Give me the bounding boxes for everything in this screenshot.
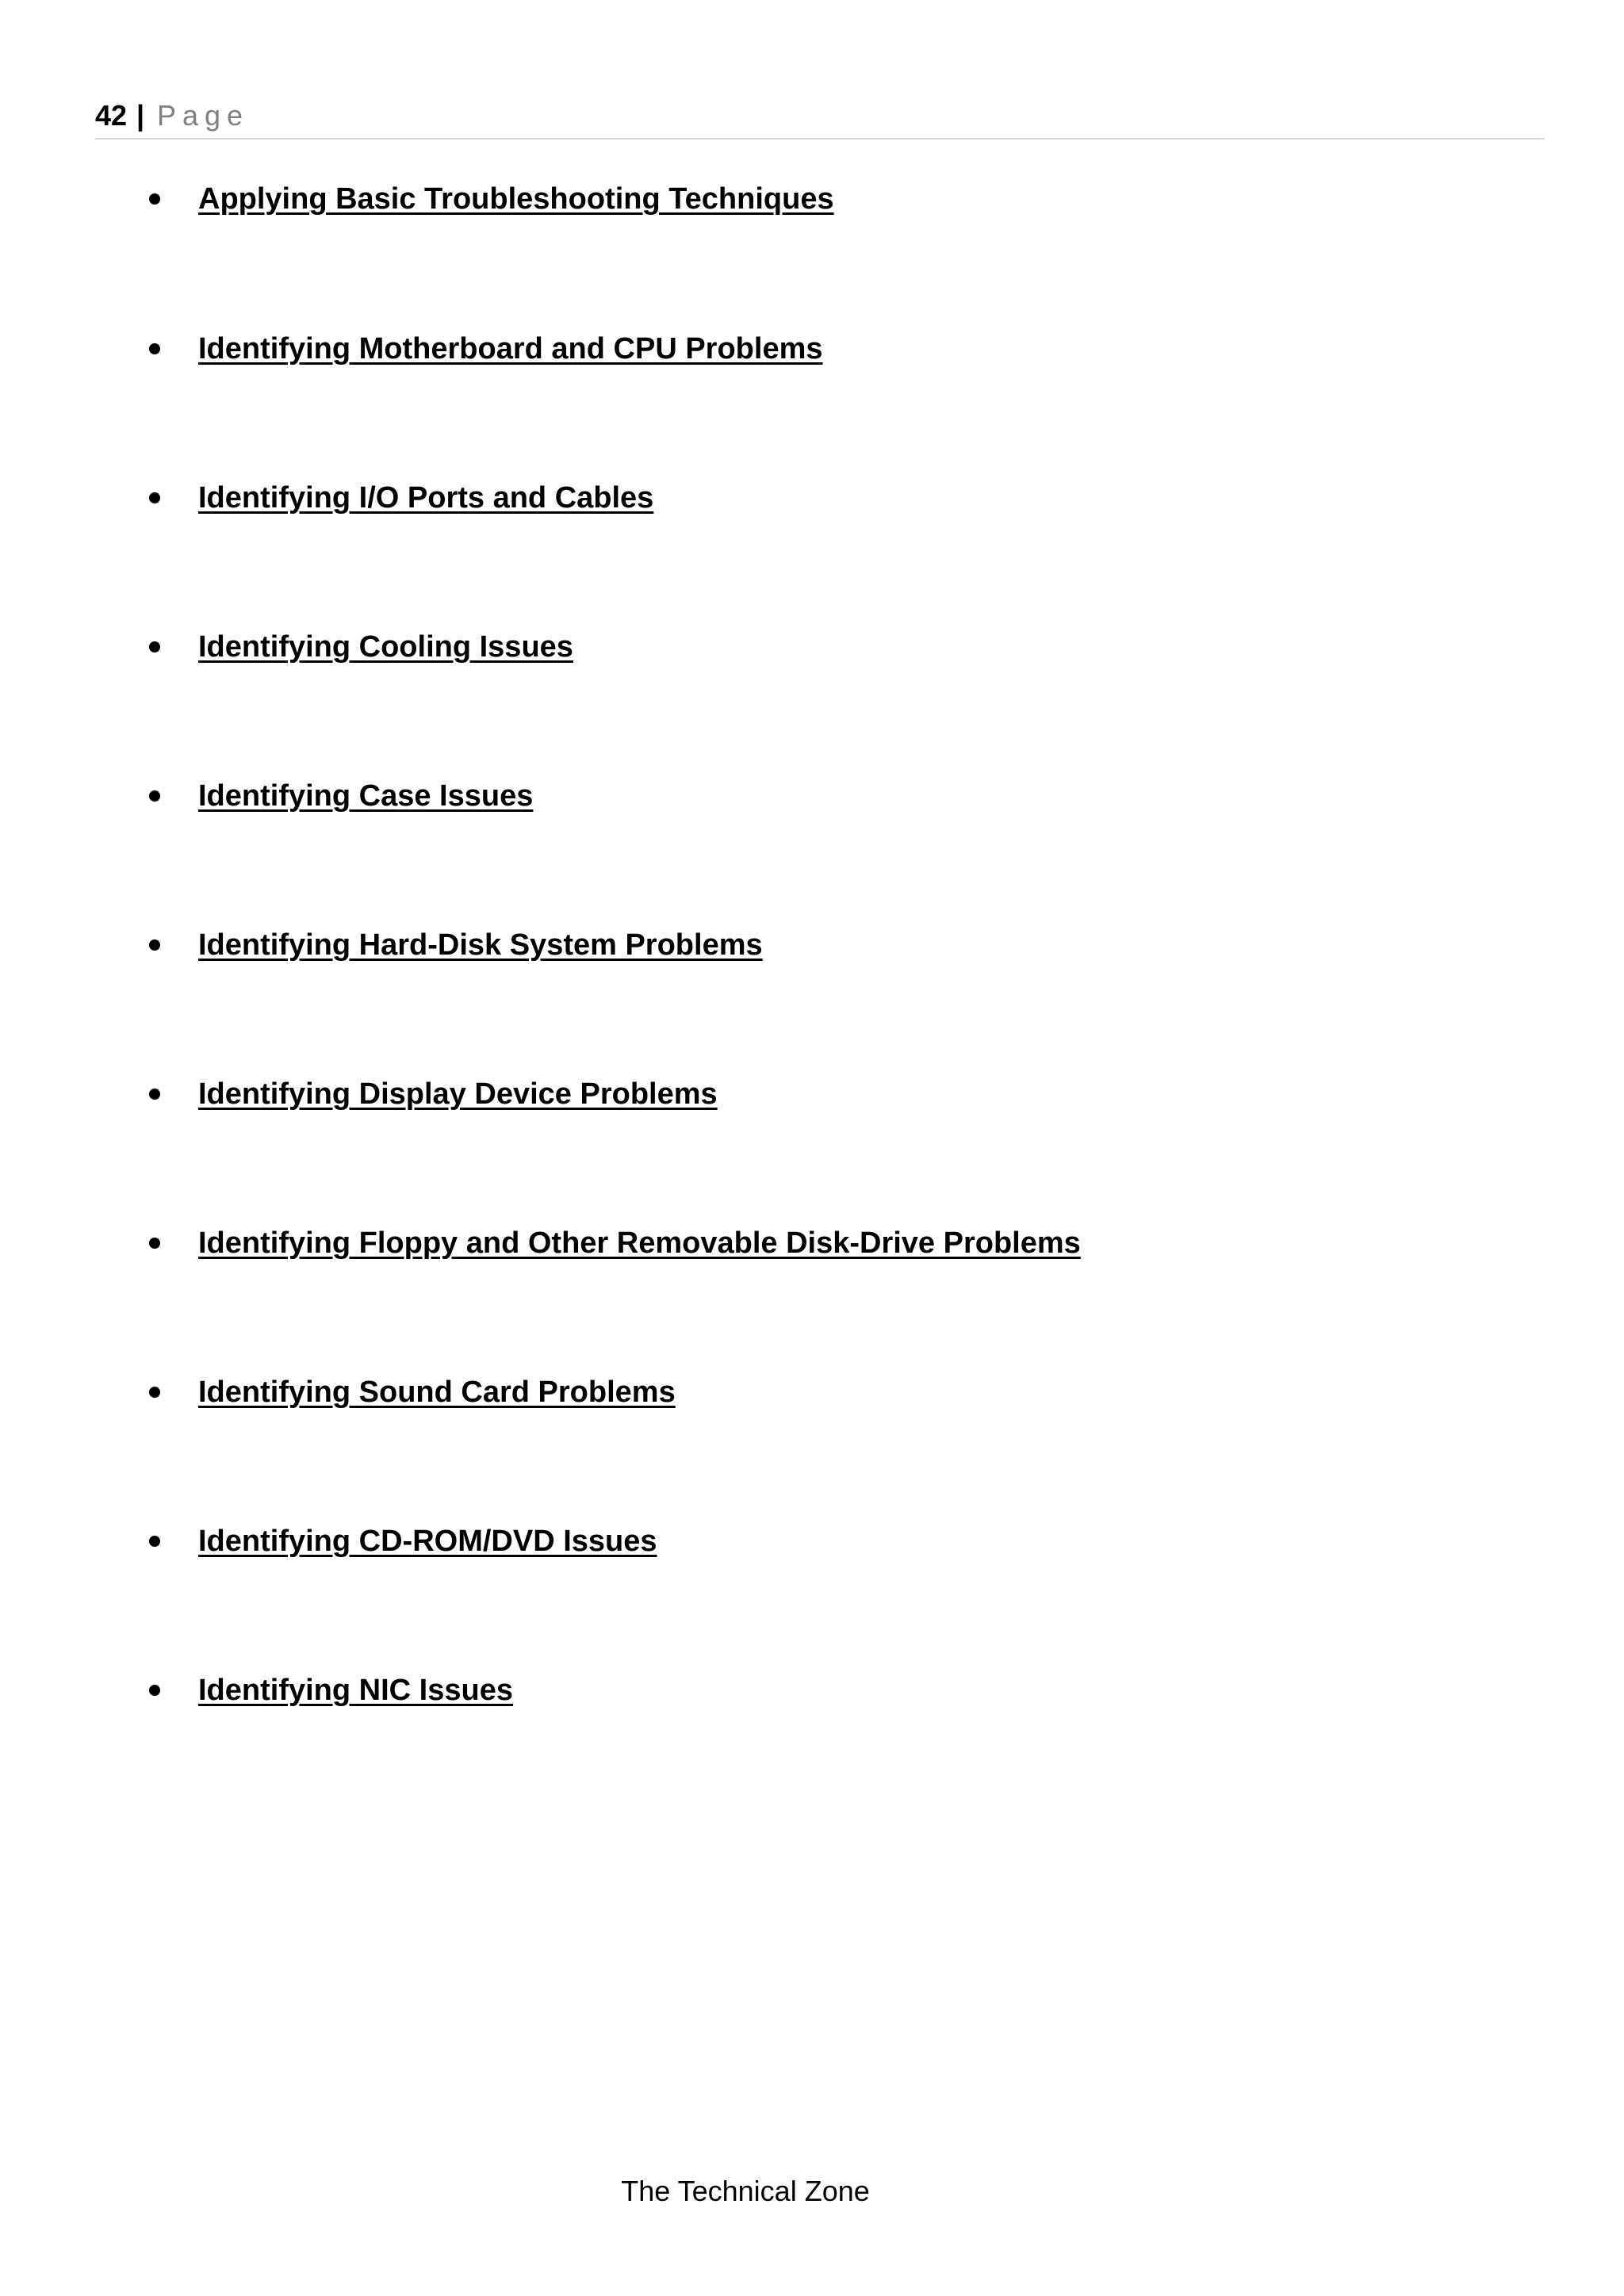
list-item: [143, 772, 533, 820]
list-item: [143, 921, 763, 969]
bullet-icon: [149, 1536, 160, 1547]
topic-link[interactable]: Identifying Motherboard and CPU Problems: [198, 332, 823, 365]
list-item: [143, 474, 653, 522]
bullet-icon: [149, 193, 160, 205]
page-label: Page: [157, 99, 250, 132]
topic-link[interactable]: Identifying Cooling Issues: [198, 630, 573, 664]
bullet-icon: [149, 790, 160, 802]
topic-link[interactable]: Identifying Floppy and Other Removable Disk-Drive Problems: [198, 1226, 1081, 1260]
list-item: [143, 623, 573, 671]
list-item: [143, 1517, 657, 1565]
page-number-separator: |: [136, 99, 145, 132]
topic-link[interactable]: Identifying Display Device Problems: [198, 1077, 718, 1111]
list-item: [143, 1667, 513, 1714]
bullet-icon: [149, 492, 160, 503]
topic-link[interactable]: Identifying Sound Card Problems: [198, 1376, 676, 1409]
topic-link[interactable]: Identifying CD-ROM/DVD Issues: [198, 1525, 657, 1558]
list-item: [143, 175, 834, 223]
list-item: [143, 1070, 718, 1118]
list-item: [143, 1368, 676, 1416]
list-item: [143, 325, 823, 373]
topic-link[interactable]: Applying Basic Troubleshooting Techniques: [198, 182, 834, 216]
topic-link[interactable]: Identifying I/O Ports and Cables: [198, 481, 654, 515]
bullet-icon: [149, 1387, 160, 1398]
page-footer: The Technical Zone: [621, 2175, 870, 2207]
topic-link[interactable]: Identifying Hard-Disk System Problems: [198, 928, 763, 962]
topic-link[interactable]: Identifying NIC Issues: [198, 1674, 513, 1707]
bullet-icon: [149, 1238, 160, 1249]
topic-link[interactable]: Identifying Case Issues: [198, 779, 534, 813]
bullet-icon: [149, 1685, 160, 1696]
bullet-icon: [149, 641, 160, 652]
bullet-icon: [149, 1089, 160, 1100]
bullet-icon: [149, 939, 160, 951]
page-number: 42: [95, 99, 128, 132]
list-item: [143, 1219, 1081, 1267]
bullet-icon: [149, 343, 160, 354]
